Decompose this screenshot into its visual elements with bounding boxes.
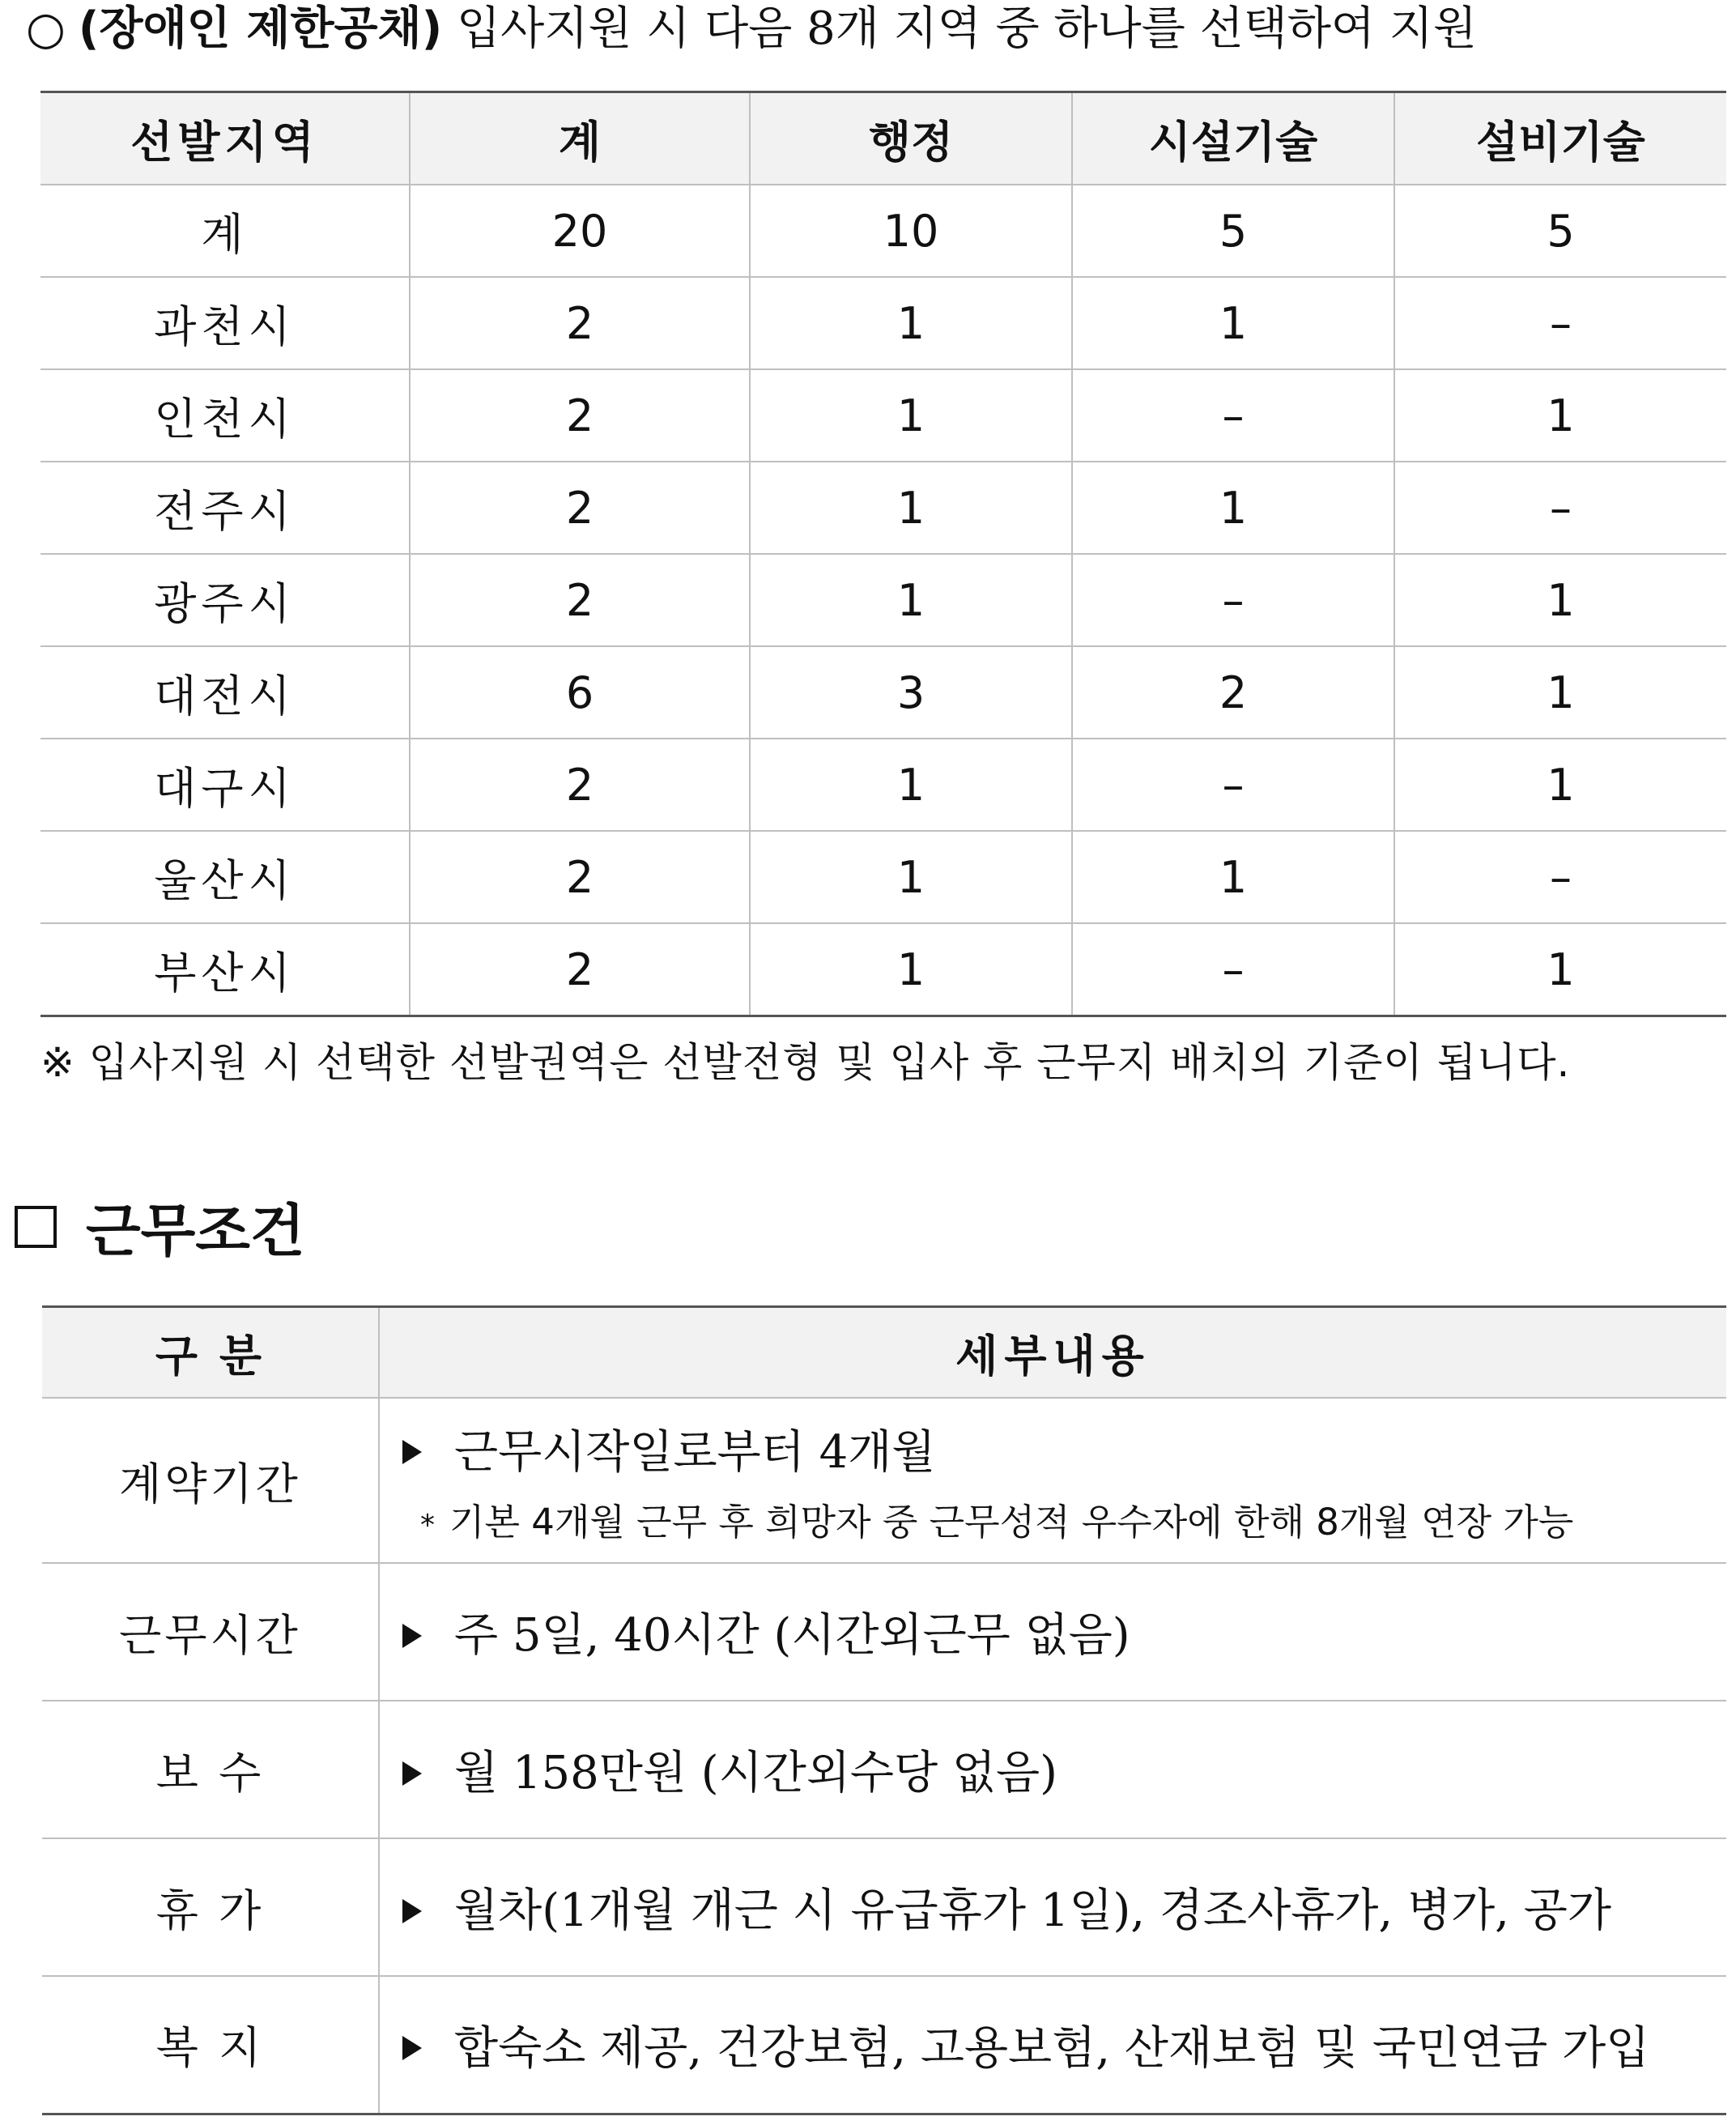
header-region: 선발지역 bbox=[40, 92, 410, 185]
region-row bbox=[40, 646, 1726, 739]
region-row bbox=[40, 277, 1726, 369]
count-cell: 1 bbox=[750, 831, 1072, 923]
region-name-cell: 울산시 bbox=[40, 831, 410, 923]
section-title-text: 근무조건 bbox=[86, 1198, 305, 1264]
region-name-cell: 대구시 bbox=[40, 739, 410, 831]
region-table-header bbox=[40, 92, 1726, 185]
condition-detail-text: 월차(1개월 개근 시 유급휴가 1일), 경조사휴가, 병가, 공가 bbox=[454, 1884, 1611, 1937]
count-cell: 1 bbox=[1394, 739, 1726, 831]
count-cell: 2 bbox=[410, 277, 750, 369]
condition-detail-text: 주 5일, 40시간 (시간외근무 없음) bbox=[454, 1609, 1130, 1662]
region-row bbox=[40, 739, 1726, 831]
count-cell: 1 bbox=[1072, 462, 1394, 554]
condition-label: 보 수 bbox=[42, 1701, 379, 1838]
count-cell: 10 bbox=[750, 185, 1072, 277]
count-cell: 1 bbox=[750, 923, 1072, 1016]
condition-subnote-text: 기본 4개월 근무 후 희망자 중 근무성적 우수자에 한해 8개월 연장 가능 bbox=[449, 1500, 1574, 1544]
condition-label: 휴 가 bbox=[42, 1838, 379, 1976]
count-cell: 2 bbox=[410, 923, 750, 1016]
selection-note: ※ 입사지원 시 선택한 선발권역은 선발전형 및 입사 후 근무지 배치의 기준이 됩니다. bbox=[40, 1039, 1571, 1086]
count-cell: – bbox=[1394, 831, 1726, 923]
count-cell: 2 bbox=[410, 739, 750, 831]
count-cell: 1 bbox=[750, 462, 1072, 554]
count-cell: – bbox=[1072, 923, 1394, 1016]
conditions-header bbox=[42, 1307, 1726, 1399]
checkbox-square-icon bbox=[15, 1206, 57, 1248]
condition-detail bbox=[379, 1838, 1726, 1976]
count-cell: 1 bbox=[1394, 369, 1726, 462]
count-cell: 1 bbox=[1394, 923, 1726, 1016]
header-category: 구 분 bbox=[42, 1307, 379, 1399]
count-cell: – bbox=[1394, 277, 1726, 369]
triangle-bullet-icon bbox=[402, 1440, 422, 1464]
count-cell: 3 bbox=[750, 646, 1072, 739]
count-cell: 1 bbox=[750, 369, 1072, 462]
condition-row-pay bbox=[42, 1701, 1726, 1838]
region-row bbox=[40, 923, 1726, 1016]
header-details: 세부내용 bbox=[379, 1307, 1726, 1399]
region-name-cell: 계 bbox=[40, 185, 410, 277]
asterisk-icon: * bbox=[420, 1508, 435, 1542]
count-cell: 2 bbox=[410, 554, 750, 646]
count-cell: 5 bbox=[1394, 185, 1726, 277]
condition-detail-text: 근무시작일로부터 4개월 bbox=[454, 1425, 936, 1479]
section-title bbox=[15, 1186, 304, 1267]
count-cell: 1 bbox=[1072, 831, 1394, 923]
condition-row-leave bbox=[42, 1838, 1726, 1976]
circle-bullet-icon: ○ bbox=[26, 2, 66, 55]
condition-row-contract bbox=[42, 1398, 1726, 1563]
region-name-cell: 광주시 bbox=[40, 554, 410, 646]
count-cell: – bbox=[1072, 554, 1394, 646]
header-equipment: 설비기술 bbox=[1394, 92, 1726, 185]
count-cell: 2 bbox=[410, 369, 750, 462]
header-facility: 시설기술 bbox=[1072, 92, 1394, 185]
region-name-cell: 인천시 bbox=[40, 369, 410, 462]
conditions-table bbox=[42, 1305, 1726, 2115]
region-table bbox=[40, 91, 1726, 1017]
triangle-bullet-icon bbox=[402, 1899, 422, 1923]
count-cell: – bbox=[1072, 739, 1394, 831]
count-cell: 1 bbox=[1394, 646, 1726, 739]
condition-detail-text: 월 158만원 (시간외수당 없음) bbox=[454, 1747, 1057, 1799]
header-admin: 행정 bbox=[750, 92, 1072, 185]
region-row bbox=[40, 462, 1726, 554]
region-name-cell: 대전시 bbox=[40, 646, 410, 739]
intro-line bbox=[26, 0, 1726, 58]
condition-detail bbox=[379, 1398, 1726, 1563]
count-cell: 1 bbox=[750, 554, 1072, 646]
region-row bbox=[40, 554, 1726, 646]
region-name-cell: 과천시 bbox=[40, 277, 410, 369]
condition-label: 근무시간 bbox=[42, 1563, 379, 1701]
triangle-bullet-icon bbox=[402, 2036, 422, 2060]
condition-row-hours bbox=[42, 1563, 1726, 1701]
condition-detail bbox=[379, 1563, 1726, 1701]
region-row bbox=[40, 185, 1726, 277]
region-row bbox=[40, 831, 1726, 923]
count-cell: 2 bbox=[1072, 646, 1394, 739]
count-cell: 2 bbox=[410, 462, 750, 554]
condition-detail bbox=[379, 1976, 1726, 2114]
region-row bbox=[40, 369, 1726, 462]
count-cell: 6 bbox=[410, 646, 750, 739]
triangle-bullet-icon bbox=[402, 1761, 422, 1786]
condition-row-welfare bbox=[42, 1976, 1726, 2114]
condition-label: 계약기간 bbox=[42, 1398, 379, 1563]
count-cell: – bbox=[1072, 369, 1394, 462]
count-cell: 5 bbox=[1072, 185, 1394, 277]
count-cell: 1 bbox=[1394, 554, 1726, 646]
region-name-cell: 전주시 bbox=[40, 462, 410, 554]
count-cell: 1 bbox=[750, 739, 1072, 831]
triangle-bullet-icon bbox=[402, 1624, 422, 1648]
count-cell: 20 bbox=[410, 185, 750, 277]
condition-subnote bbox=[402, 1493, 1726, 1545]
count-cell: 1 bbox=[1072, 277, 1394, 369]
count-cell: – bbox=[1394, 462, 1726, 554]
count-cell: 2 bbox=[410, 831, 750, 923]
condition-detail bbox=[379, 1701, 1726, 1838]
count-cell: 1 bbox=[750, 277, 1072, 369]
header-total: 계 bbox=[410, 92, 750, 185]
condition-label: 복 지 bbox=[42, 1976, 379, 2114]
intro-text: 입사지원 시 다음 8개 지역 중 하나를 선택하여 지원 bbox=[457, 2, 1478, 55]
condition-detail-text: 합숙소 제공, 건강보험, 고용보험, 산재보험 및 국민연금 가입 bbox=[454, 2021, 1650, 2075]
region-name-cell: 부산시 bbox=[40, 923, 410, 1016]
intro-bold-text: (장애인 제한공채) bbox=[78, 2, 443, 55]
